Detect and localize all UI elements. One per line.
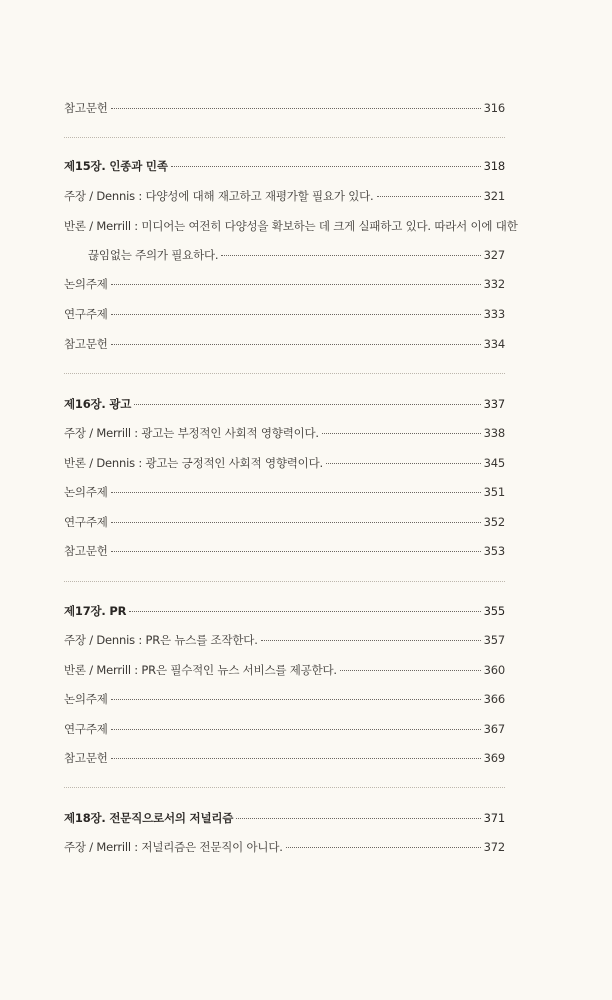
toc-entry-research (64, 721, 505, 737)
toc-entry-title: 주장 / Dennis : 다양성에 대해 재고하고 재평가할 필요가 있다. (64, 189, 374, 203)
toc-entry-counterargument (64, 455, 505, 471)
toc-entry-references (64, 336, 505, 352)
toc-chapter-15 (64, 158, 505, 174)
toc-entry-argument (64, 839, 505, 855)
toc-entry-page: 332 (483, 277, 505, 291)
dot-leader (111, 757, 481, 759)
dot-leader (111, 107, 481, 109)
dot-leader (340, 669, 481, 671)
dot-leader (326, 462, 481, 464)
dot-leader (221, 254, 480, 256)
toc-entry-title: 연구주제 (64, 722, 108, 736)
dot-leader (134, 403, 480, 405)
dot-leader (261, 639, 481, 641)
dot-leader (111, 728, 481, 730)
toc-chapter-16 (64, 396, 505, 412)
toc-entry-research (64, 306, 505, 322)
toc-entry-argument (64, 632, 505, 648)
dot-leader (111, 491, 481, 493)
toc-entry-title: 끊임없는 주의가 필요하다. (88, 248, 219, 262)
toc-entry-title: 제17장. PR (64, 604, 127, 618)
toc-entry-title: 반론 / Merrill : PR은 필수적인 뉴스 서비스를 제공한다. (64, 663, 337, 677)
toc-entry-title: 논의주제 (64, 277, 108, 291)
toc-entry-title: 반론 / Dennis : 광고는 긍정적인 사회적 영향력이다. (64, 456, 323, 470)
toc-entry-research (64, 514, 505, 530)
toc-entry-page: 327 (483, 248, 505, 262)
toc-entry-page: 360 (483, 663, 505, 677)
toc-entry-title: 논의주제 (64, 485, 108, 499)
toc-entry-title: 제18장. 전문직으로서의 저널리즘 (64, 811, 234, 825)
toc-entry-page: 372 (483, 840, 505, 854)
toc-entry-argument (64, 425, 505, 441)
toc-entry-page: 321 (483, 189, 505, 203)
toc-entry-page: 334 (483, 337, 505, 351)
dot-leader (377, 195, 481, 197)
toc-entry-counterargument-line1: 반론 / Merrill : 미디어는 여전히 다양성을 확보하는 데 크게 실패하고 있다. 따라서 이에 대한 (64, 219, 518, 233)
toc-entry-page: 367 (483, 722, 505, 736)
toc-entry-discussion (64, 691, 505, 707)
section-divider (64, 137, 505, 138)
toc-entry-title: 참고문헌 (64, 751, 108, 765)
section-divider (64, 373, 505, 374)
dot-leader (171, 165, 481, 167)
toc-entry-page: 355 (483, 604, 505, 618)
toc-entry-title: 제16장. 광고 (64, 397, 132, 411)
dot-leader (111, 343, 481, 345)
toc-entry-page: 366 (483, 692, 505, 706)
section-divider (64, 581, 505, 582)
toc-entry-page: 357 (483, 633, 505, 647)
toc-entry-page: 352 (483, 515, 505, 529)
toc-entry-discussion (64, 484, 505, 500)
toc-entry-title: 연구주제 (64, 515, 108, 529)
toc-entry-argument (64, 188, 505, 204)
dot-leader (129, 610, 480, 612)
dot-leader (111, 313, 481, 315)
dot-leader (322, 432, 481, 434)
toc-entry-title: 참고문헌 (64, 337, 108, 351)
toc-entry-counterargument (64, 662, 505, 678)
toc-entry-page: 338 (483, 426, 505, 440)
dot-leader (111, 698, 481, 700)
toc-entry-page: 345 (483, 456, 505, 470)
toc-entry-references (64, 750, 505, 766)
toc-entry-page: 369 (483, 751, 505, 765)
toc-entry-page: 318 (483, 159, 505, 173)
toc-chapter-17 (64, 603, 505, 619)
toc-entry-references (64, 100, 505, 116)
dot-leader (286, 846, 481, 848)
toc-entry-title: 주장 / Dennis : PR은 뉴스를 조작한다. (64, 633, 258, 647)
toc-entry-title: 논의주제 (64, 692, 108, 706)
dot-leader (236, 817, 480, 819)
toc-entry-counterargument (88, 247, 505, 263)
toc-entry-title: 주장 / Merrill : 광고는 부정적인 사회적 영향력이다. (64, 426, 319, 440)
toc-entry-references (64, 543, 505, 559)
toc-entry-title: 제15장. 인종과 민족 (64, 159, 168, 173)
toc-entry-discussion (64, 276, 505, 292)
section-divider (64, 787, 505, 788)
dot-leader (111, 521, 481, 523)
toc-entry-title: 참고문헌 (64, 101, 108, 115)
dot-leader (111, 283, 481, 285)
toc-entry-page: 316 (483, 101, 505, 115)
dot-leader (111, 550, 481, 552)
toc-entry-title: 연구주제 (64, 307, 108, 321)
toc-entry-page: 351 (483, 485, 505, 499)
toc-entry-page: 371 (483, 811, 505, 825)
toc-chapter-18 (64, 810, 505, 826)
toc-entry-page: 337 (483, 397, 505, 411)
toc-entry-page: 333 (483, 307, 505, 321)
toc-entry-title: 참고문헌 (64, 544, 108, 558)
toc-entry-page: 353 (483, 544, 505, 558)
toc-entry-title: 주장 / Merrill : 저널리즘은 전문직이 아니다. (64, 840, 283, 854)
